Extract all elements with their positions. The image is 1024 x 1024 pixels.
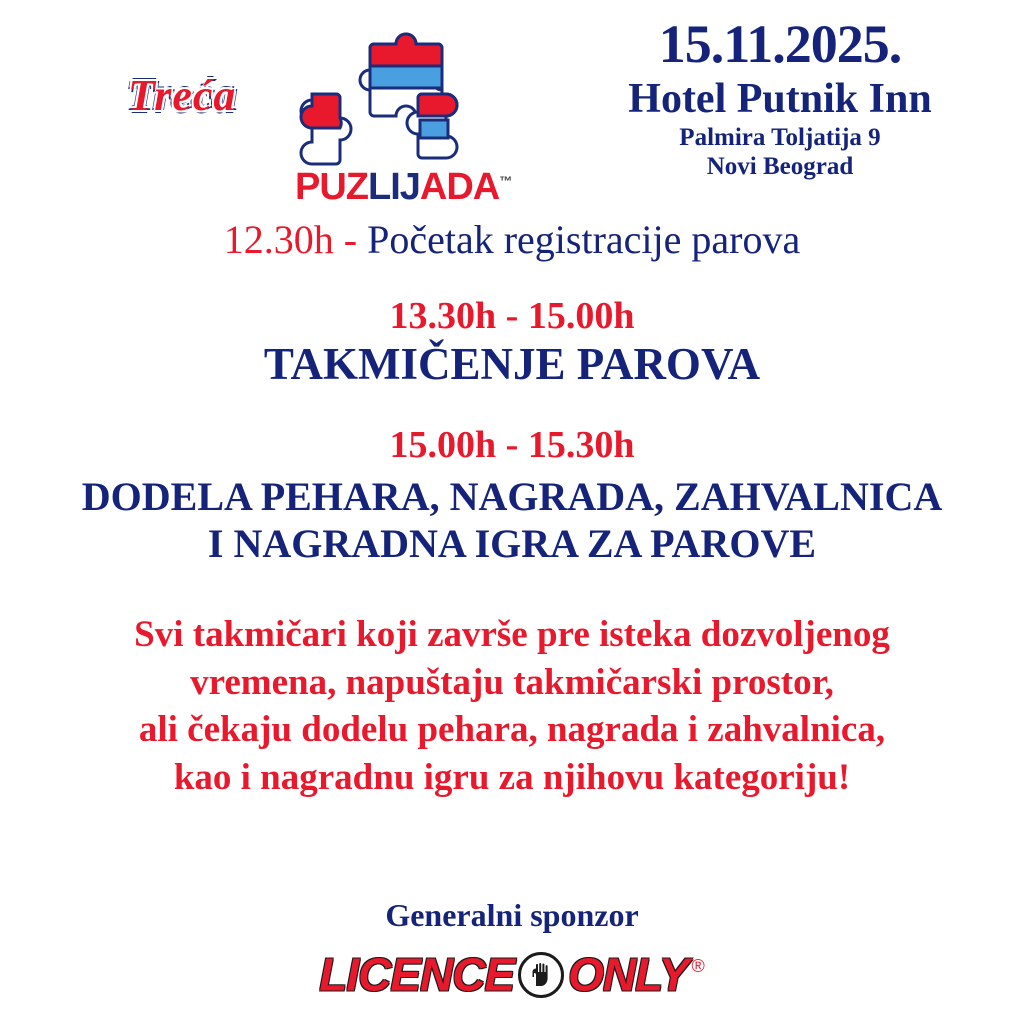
schedule-item-registration-description: Početak registracije parova <box>367 217 801 262</box>
trademark-symbol: ™ <box>499 173 512 189</box>
event-date: 15.11.2025. <box>658 14 902 74</box>
event-venue: Hotel Putnik Inn <box>628 75 932 122</box>
hand-icon <box>518 952 564 998</box>
schedule-block <box>0 218 1024 567</box>
sponsor-logo-word2: ONLY <box>568 948 689 1001</box>
schedule-item-registration-separator: - <box>333 217 368 262</box>
brand-wordmark-part1: PUZ <box>295 166 368 208</box>
schedule-item-competition-time: 13.30h - 15.00h <box>389 295 635 337</box>
event-street-address: Palmira Toljatija 9 <box>679 123 881 151</box>
event-info-block <box>560 16 1000 182</box>
registered-mark: ® <box>691 956 705 976</box>
schedule-item-awards-title-line2: I NAGRADNA IGRA ZA PAROVE <box>207 521 817 567</box>
notice-line-2: vremena, napuštaju takmičarski prostor, <box>190 661 834 703</box>
schedule-item-registration-time: 12.30h <box>223 217 334 262</box>
brand-wordmark-part2: LIJ <box>368 166 420 208</box>
notice-line-1: Svi takmičari koji završe pre isteka dozvoljenog <box>134 614 890 656</box>
poster-header <box>0 0 1024 208</box>
notice-line-3: ali čekaju dodelu pehara, nagrada i zahvalnica, <box>138 709 886 751</box>
sponsor-block <box>0 897 1024 1001</box>
sponsor-logo <box>319 942 705 1001</box>
sponsor-logo-word1: LICENCE <box>319 948 515 1001</box>
notice-block <box>0 611 1024 800</box>
schedule-item-awards-time: 15.00h - 15.30h <box>389 424 635 467</box>
brand-wordmark <box>295 166 511 209</box>
event-city: Novi Beograd <box>706 153 854 181</box>
brand-wordmark-part3: ADA <box>419 166 500 208</box>
brand-block <box>110 18 530 208</box>
schedule-item-registration <box>0 218 1024 262</box>
sponsor-label: Generalni sponzor <box>385 897 639 933</box>
schedule-item-competition-title: TAKMIČENJE PAROVA <box>263 338 761 389</box>
schedule-item-awards-title-line1: DODELA PEHARA, NAGRADA, ZAHVALNICA <box>81 474 943 520</box>
notice-line-4: kao i nagradnu igru za njihovu kategoriju! <box>173 756 851 798</box>
brand-ordinal-label: Treća <box>128 71 237 120</box>
